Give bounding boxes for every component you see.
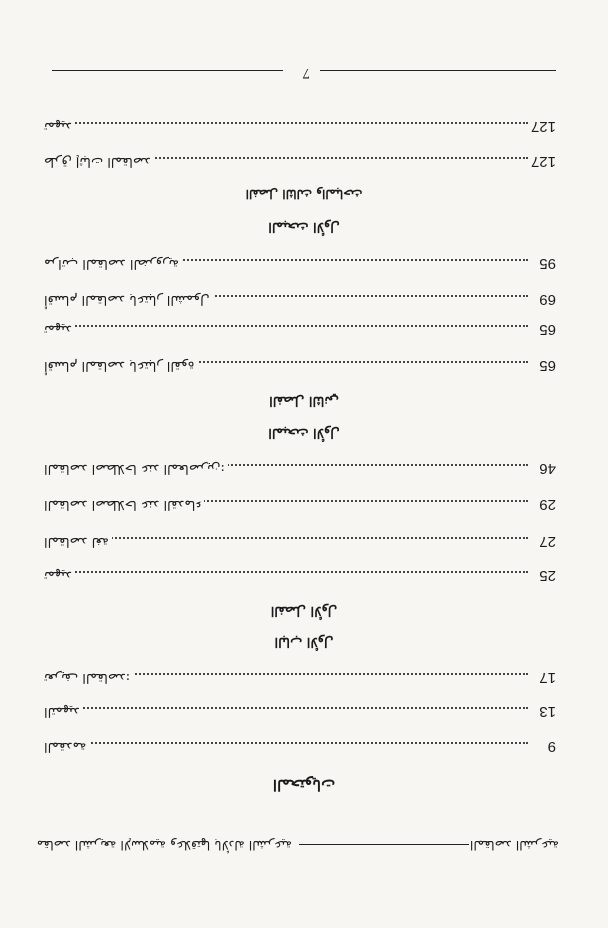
toc-page-number: 46	[539, 460, 556, 477]
toc-page-number: 127	[530, 118, 556, 135]
chapter-subheading: الفصل الأول	[270, 603, 338, 618]
folio-rule-left	[320, 70, 556, 71]
toc-entry[interactable]	[44, 149, 556, 171]
footer-right-title: مقاصد الشريعة الإسلامية وعلاقتها بالأدلة الشرعية	[36, 838, 292, 853]
toc-entry[interactable]	[44, 287, 556, 309]
toc-entry-title: طرق إثبات المقاصد	[44, 151, 154, 171]
toc-page-number: 127	[530, 153, 556, 170]
toc-page-number: 65	[539, 321, 556, 338]
dot-leader	[44, 325, 528, 327]
footer-rule-left	[299, 844, 469, 845]
toc-entry-title: المقاصد اصطلاحا عند المعاصرين:	[44, 458, 228, 478]
toc-page-number: 69	[539, 291, 556, 308]
toc-entry[interactable]	[44, 563, 556, 585]
toc-page-number: 17	[539, 669, 556, 686]
toc-entry[interactable]	[44, 665, 556, 687]
toc-entry-title: تعريف المقاصد:	[44, 667, 133, 687]
dot-leader	[44, 742, 528, 744]
toc-page-number: 95	[539, 255, 556, 272]
toc-page-number: 27	[539, 533, 556, 550]
toc-entry[interactable]	[44, 456, 556, 478]
toc-entry-title: أقسام المقاصد باعتبار الشمول	[44, 289, 213, 309]
toc-entry-title: المقاصد اصطلاحا عند القدماء	[44, 494, 204, 514]
toc-page-number: 9	[547, 738, 556, 755]
chapter-heading: المبحث الأول	[268, 219, 340, 234]
toc-page-number: 29	[539, 496, 556, 513]
toc-entry-title: أقسام المقاصد باعتبار القوة	[44, 355, 197, 375]
dot-leader	[44, 707, 528, 709]
toc-entry[interactable]	[44, 734, 556, 756]
page-number: 7	[302, 65, 310, 81]
toc-entry[interactable]	[44, 492, 556, 514]
toc-page-number: 65	[539, 357, 556, 374]
chapter-heading: الباب الأول	[274, 634, 334, 649]
chapter-subheading: الفصل الثاني	[269, 393, 339, 408]
chapter-subheading: الفصل الثالث والمباحث	[245, 187, 363, 201]
chapter-heading: المبحث الأول	[268, 425, 340, 440]
toc-entry[interactable]	[44, 529, 556, 551]
footer-left-title: المقاصد الشرعية	[469, 838, 559, 853]
toc-page-number: 13	[539, 703, 556, 720]
toc-entry-title: المقاصد لغة	[44, 531, 112, 551]
dot-leader	[44, 537, 528, 539]
folio-rule-right	[52, 70, 283, 71]
toc-entry-title: تمهيد	[44, 116, 75, 136]
toc-entry-title: مراتب المقاصد الضرورية	[44, 253, 182, 273]
toc-entry[interactable]	[44, 699, 556, 721]
toc-entry-title: تمهيد	[44, 565, 75, 585]
toc-entry[interactable]	[44, 251, 556, 273]
toc-entry-title: المقدمة	[44, 736, 89, 756]
toc-entry[interactable]	[44, 317, 556, 339]
dot-leader	[44, 571, 528, 573]
toc-main-heading: المحتويات	[272, 776, 336, 794]
toc-entry[interactable]	[44, 114, 556, 136]
toc-entry[interactable]	[44, 353, 556, 375]
toc-entry-title: التمهيد	[44, 701, 83, 721]
dot-leader	[44, 122, 528, 124]
toc-entry-title: تمهيد	[44, 319, 75, 339]
toc-page-number: 25	[539, 567, 556, 584]
